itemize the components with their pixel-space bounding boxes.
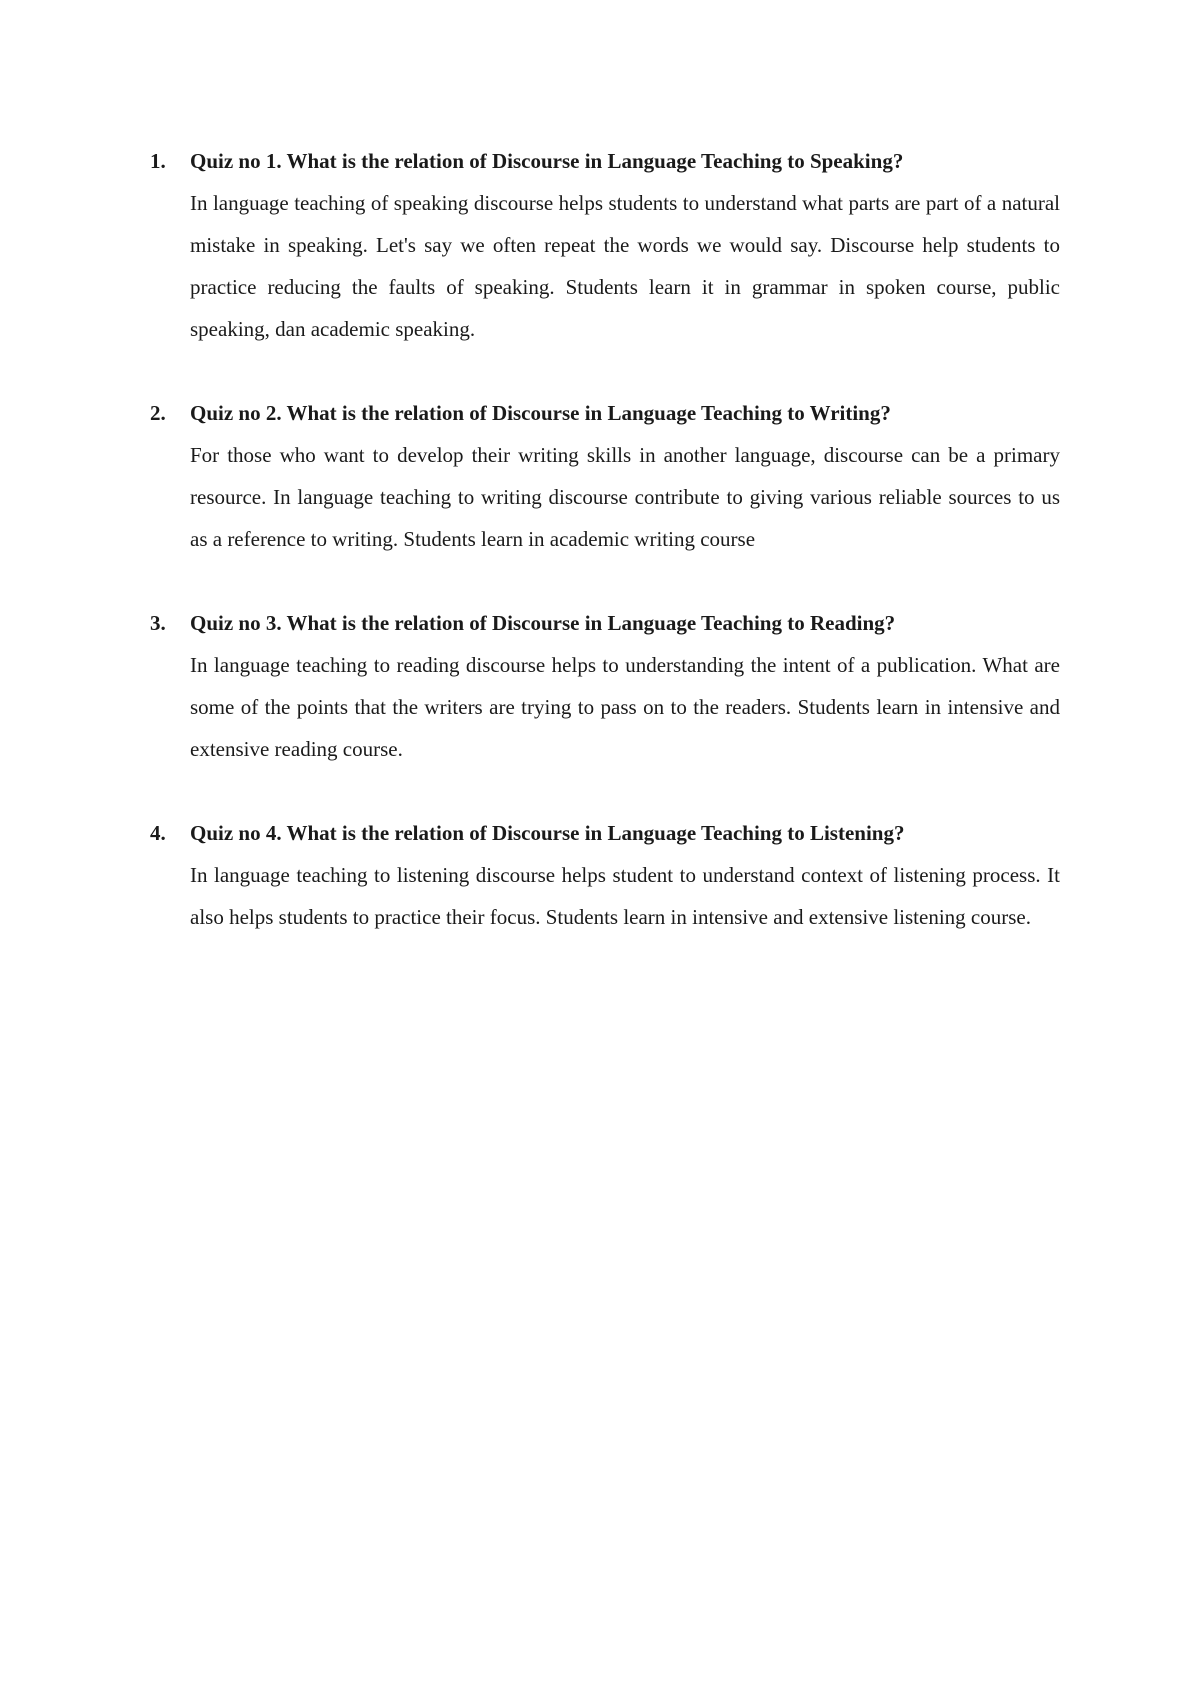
quiz-question: Quiz no 1. What is the relation of Discourse in Language Teaching to Speaking?: [190, 149, 904, 173]
quiz-item-1: [150, 140, 1060, 350]
quiz-question: Quiz no 4. What is the relation of Discourse in Language Teaching to Listening?: [190, 821, 905, 845]
quiz-answer: In language teaching to reading discourse helps to understanding the intent of a publication. What are some of the points that the writers are trying to pass on to the readers. Students learn in intensive and extensive reading course.: [190, 653, 1060, 761]
quiz-answer: For those who want to develop their writing skills in another language, discourse can be a primary resource. In language teaching to writing discourse contribute to giving various reliable sources to us as a reference to writing. Students learn in academic writing course: [190, 443, 1060, 551]
quiz-question: Quiz no 3. What is the relation of Discourse in Language Teaching to Reading?: [190, 611, 896, 635]
quiz-item-3: [150, 602, 1060, 770]
item-number: 2.: [150, 401, 166, 425]
item-number: 4.: [150, 821, 166, 845]
quiz-answer: In language teaching of speaking discourse helps students to understand what parts are part of a natural mistake in speaking. Let's say we often repeat the words we would say. Discourse help students to practice reducing the faults of speaking. Students learn it in grammar in spoken course, public speaking, dan academic speaking.: [190, 191, 1060, 341]
item-number: 3.: [150, 611, 166, 635]
quiz-question: Quiz no 2. What is the relation of Discourse in Language Teaching to Writing?: [190, 401, 891, 425]
quiz-list: [150, 140, 1060, 980]
quiz-item-4: [150, 812, 1060, 938]
item-number: 1.: [150, 149, 166, 173]
quiz-answer: In language teaching to listening discourse helps student to understand context of listening process. It also helps students to practice their focus. Students learn in intensive and extensive listening course.: [190, 863, 1060, 929]
quiz-item-2: [150, 392, 1060, 560]
